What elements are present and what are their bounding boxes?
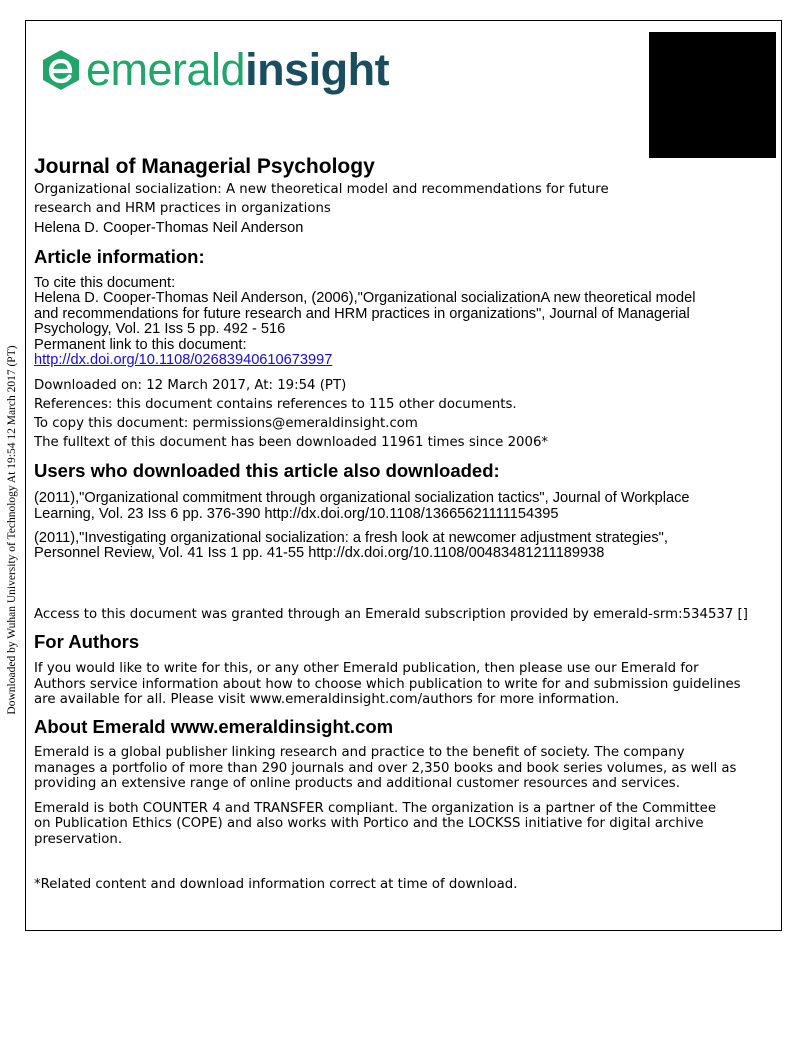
article-title-line-2: research and HRM practices in organizations — [34, 201, 331, 216]
for-authors-line-1: If you would like to write for this, or any other Emerald publication, then please use our Emerald for — [34, 661, 699, 676]
footnote: *Related content and download information correct at time of download. — [34, 877, 518, 892]
downloaded-on: Downloaded on: 12 March 2017, At: 19:54 (PT) — [34, 378, 347, 393]
for-authors-line-2: Authors service information about how to choose which publication to write for and submission guidelines — [34, 677, 741, 692]
for-authors-line-3: are available for all. Please visit www.emeraldinsight.com/authors for more information. — [34, 692, 620, 707]
also-downloaded-heading: Users who downloaded this article also downloaded: — [34, 460, 500, 481]
also-downloaded-item-1-line-1: (2011),"Organizational commitment through organizational socialization tactics", Journal of Workplace — [34, 490, 690, 506]
emerald-e-icon — [40, 49, 82, 91]
permanent-link-label: Permanent link to this document: — [34, 337, 247, 353]
citation-line-1: Helena D. Cooper-Thomas Neil Anderson, (2006),"Organizational socializationA new theoretical model — [34, 290, 696, 306]
journal-title: Journal of Managerial Psychology — [34, 155, 375, 178]
download-watermark — [3, 330, 21, 730]
fulltext-count: The fulltext of this document has been downloaded 11961 times since 2006* — [34, 435, 549, 450]
about-paragraph-1-line-1: Emerald is a global publisher linking research and practice to the benefit of society. The company — [34, 745, 685, 760]
about-emerald-heading: About Emerald www.emeraldinsight.com — [34, 716, 394, 737]
about-paragraph-2-line-1: Emerald is both COUNTER 4 and TRANSFER compliant. The organization is a partner of the Committee — [34, 801, 716, 816]
for-authors-heading: For Authors — [34, 631, 140, 652]
article-info-heading: Article information: — [34, 246, 205, 267]
logo-text — [86, 40, 389, 100]
about-paragraph-1-line-3: providing an extensive range of online products and additional customer resources and services. — [34, 776, 680, 791]
logo-text-insight: insight — [245, 44, 390, 95]
references-info: References: this document contains references to 115 other documents. — [34, 397, 517, 412]
about-paragraph-2-line-2: on Publication Ethics (COPE) and also works with Portico and the LOCKSS initiative for digital archive — [34, 816, 704, 831]
citation-line-3: Psychology, Vol. 21 Iss 5 pp. 492 - 516 — [34, 321, 286, 337]
also-downloaded-item-2-line-2: Personnel Review, Vol. 41 Iss 1 pp. 41-55 http://dx.doi.org/10.1108/00483481211189938 — [34, 545, 605, 561]
permanent-link[interactable]: http://dx.doi.org/10.1108/02683940610673997 — [34, 352, 333, 368]
logo-text-emerald: emerald — [86, 44, 246, 95]
download-watermark-text: Downloaded by Wuhan University of Technology At 19:54 12 March 2017 (PT) — [6, 345, 18, 715]
authors: Helena D. Cooper-Thomas Neil Anderson — [34, 220, 304, 236]
about-paragraph-1-line-2: manages a portfolio of more than 290 journals and over 2,350 books and book series volumes, as well as — [34, 761, 737, 776]
article-title-line-1: Organizational socialization: A new theoretical model and recommendations for future — [34, 182, 609, 197]
also-downloaded-item-1-line-2: Learning, Vol. 23 Iss 6 pp. 376-390 http://dx.doi.org/10.1108/13665621111154395 — [34, 506, 559, 522]
access-info: Access to this document was granted through an Emerald subscription provided by emerald-srm:534537 [] — [34, 607, 748, 622]
copy-info: To copy this document: permissions@emeraldinsight.com — [34, 416, 418, 431]
cite-label: To cite this document: — [34, 275, 176, 291]
citation-line-2: and recommendations for future research and HRM practices in organizations", Journal of Managerial — [34, 306, 690, 322]
cover-image-placeholder — [649, 32, 776, 158]
about-paragraph-2-line-3: preservation. — [34, 832, 123, 847]
also-downloaded-item-2-line-1: (2011),"Investigating organizational socialization: a fresh look at newcomer adjustment strategies", — [34, 530, 668, 546]
